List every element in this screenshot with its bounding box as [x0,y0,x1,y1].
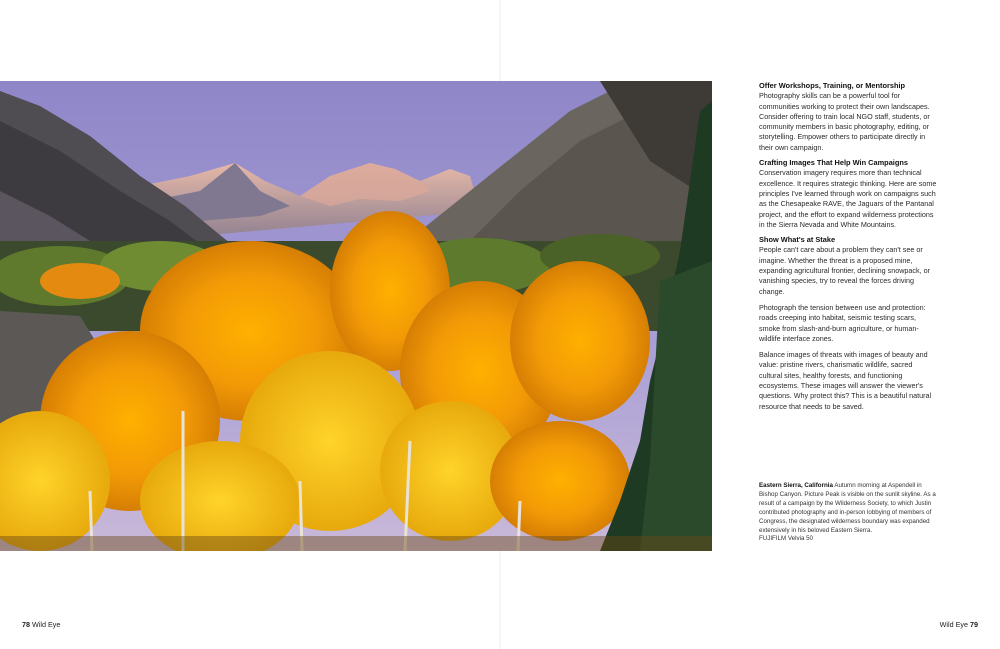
section-paragraph: Photograph the tension between use and protection: roads creeping into habitat, seismic testing scars, smoke from slash-and-burn agriculture, or human-wildlife interface zones. [759,302,926,343]
text-column [759,81,937,417]
section-paragraph: Photography skills can be a powerful tool for communities working to protect their own landscapes. Consider offering to train local NGO staff, students, or community members in basic photography, editing, or storytelling. Empower others to participate directly in their own campaign. [759,91,930,152]
section-heading: Show What's at Stake [759,235,836,245]
caption-film: FUJIFILM Velvia 50 [759,535,813,543]
section-heading: Crafting Images That Help Win Campaigns [759,158,908,168]
photo-caption [759,482,937,544]
section-paragraph: People can't care about a problem they can't see or imagine. Whether the threat is a proposed mine, expanding agricultural frontier, declining snowpack, or vanishing species, try to reveal the forces driving change. [759,245,931,296]
landscape-photo [0,81,712,551]
running-title-right: Wild Eye [939,620,968,629]
caption-body: Autumn morning at Aspendell in Bishop Canyon. Picture Peak is visible on the sunlit skyline. As a result of a campaign by the Wilderness Society, to which Justin contributed photography and in-person lobbying of members of Congress, the designated wilderness boundary was expanded extensively in his beloved Eastern Sierra. [759,482,936,534]
section-paragraph: Balance images of threats with images of beauty and value: pristine rivers, charismatic wildlife, sacred cultural sites, healthy forests, and functioning ecosystems. These images will answer the viewer's questions. Why protect this? This is a beautiful natural resource that needs to be saved. [759,350,932,411]
caption-title: Eastern Sierra, California [759,482,833,489]
section-heading: Offer Workshops, Training, or Mentorship [759,81,906,90]
running-title-left: Wild Eye [32,620,61,629]
section-workshops [759,81,937,153]
page-number-right: 79 [970,620,978,629]
page-number-left: 78 [22,620,30,629]
section-paragraph: Conservation imagery requires more than technical excellence. It requires strategic thinking. Here are some principles I've learned through work on campaigns such as the Chesapeake RAVE, the Jaguars of the Pantanal project, and the effort to expand wilderness protections in the Sierra Nevada and White Mountains. [759,168,937,229]
section-whats-at-stake [759,235,937,412]
folio-right [940,620,978,629]
section-crafting-images [759,158,937,230]
folio-left [22,620,60,629]
